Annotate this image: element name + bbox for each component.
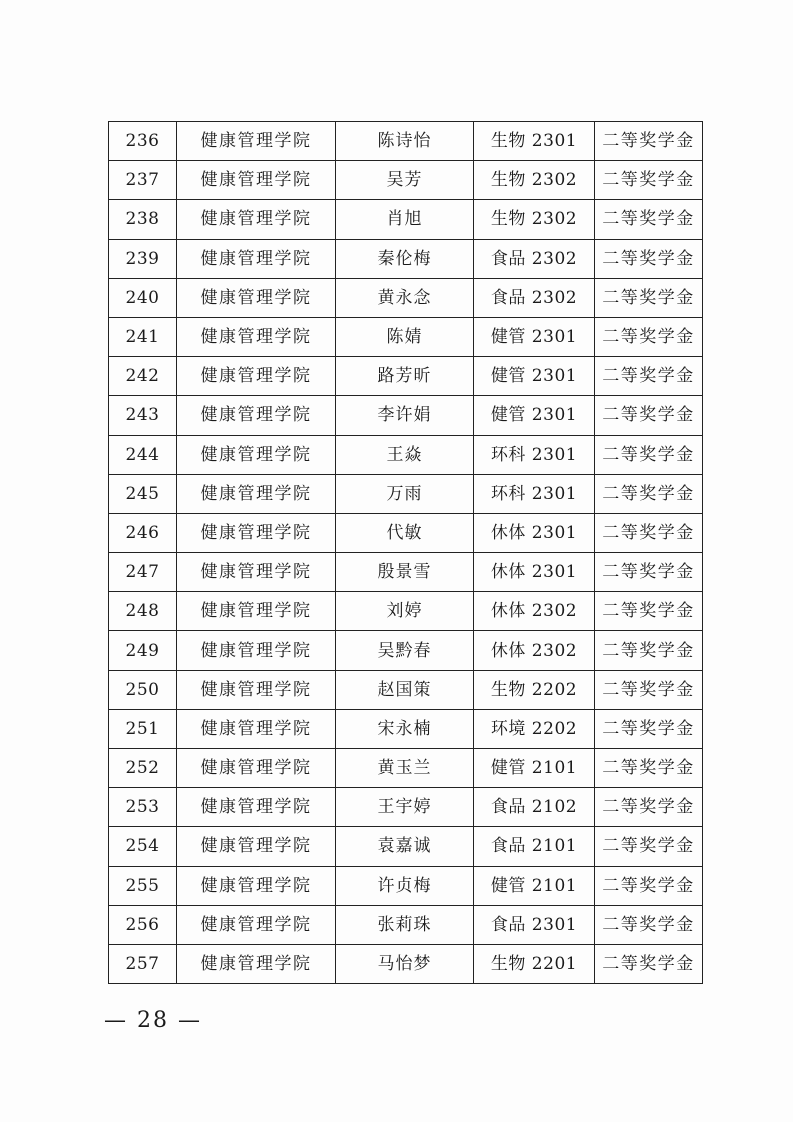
cell-award: 二等奖学金 (595, 944, 703, 983)
cell-number: 244 (109, 435, 177, 474)
cell-class: 食品 2302 (474, 239, 595, 278)
cell-class: 生物 2202 (474, 670, 595, 709)
cell-student-name: 刘婷 (336, 592, 474, 631)
scholarship-table (108, 121, 703, 984)
cell-award: 二等奖学金 (595, 396, 703, 435)
cell-college: 健康管理学院 (177, 709, 336, 748)
cell-college: 健康管理学院 (177, 631, 336, 670)
table-row (109, 396, 703, 435)
scholarship-table-body (109, 122, 703, 984)
cell-college: 健康管理学院 (177, 357, 336, 396)
cell-student-name: 赵国策 (336, 670, 474, 709)
cell-class: 食品 2101 (474, 827, 595, 866)
cell-college: 健康管理学院 (177, 317, 336, 356)
cell-class: 生物 2302 (474, 200, 595, 239)
cell-college: 健康管理学院 (177, 592, 336, 631)
cell-student-name: 许贞梅 (336, 866, 474, 905)
cell-award: 二等奖学金 (595, 709, 703, 748)
cell-college: 健康管理学院 (177, 788, 336, 827)
cell-college: 健康管理学院 (177, 239, 336, 278)
cell-class: 休体 2301 (474, 513, 595, 552)
cell-number: 256 (109, 905, 177, 944)
cell-number: 250 (109, 670, 177, 709)
cell-class: 健管 2301 (474, 357, 595, 396)
cell-class: 健管 2301 (474, 396, 595, 435)
cell-college: 健康管理学院 (177, 200, 336, 239)
cell-number: 238 (109, 200, 177, 239)
table-row (109, 357, 703, 396)
table-row (109, 161, 703, 200)
cell-class: 生物 2302 (474, 161, 595, 200)
cell-award: 二等奖学金 (595, 513, 703, 552)
cell-number: 241 (109, 317, 177, 356)
cell-student-name: 黄玉兰 (336, 749, 474, 788)
cell-number: 255 (109, 866, 177, 905)
cell-student-name: 李许娟 (336, 396, 474, 435)
cell-college: 健康管理学院 (177, 435, 336, 474)
cell-award: 二等奖学金 (595, 827, 703, 866)
cell-number: 252 (109, 749, 177, 788)
table-row (109, 749, 703, 788)
cell-class: 休体 2301 (474, 553, 595, 592)
table-row (109, 200, 703, 239)
table-row (109, 631, 703, 670)
cell-student-name: 万雨 (336, 474, 474, 513)
cell-student-name: 路芳昕 (336, 357, 474, 396)
cell-award: 二等奖学金 (595, 749, 703, 788)
cell-award: 二等奖学金 (595, 788, 703, 827)
cell-class: 休体 2302 (474, 631, 595, 670)
table-row (109, 592, 703, 631)
cell-student-name: 袁嘉诚 (336, 827, 474, 866)
cell-award: 二等奖学金 (595, 435, 703, 474)
cell-number: 248 (109, 592, 177, 631)
cell-class: 食品 2302 (474, 278, 595, 317)
cell-award: 二等奖学金 (595, 905, 703, 944)
cell-college: 健康管理学院 (177, 396, 336, 435)
cell-award: 二等奖学金 (595, 553, 703, 592)
table-row (109, 474, 703, 513)
table-row (109, 513, 703, 552)
cell-number: 239 (109, 239, 177, 278)
cell-award: 二等奖学金 (595, 200, 703, 239)
table-row (109, 122, 703, 161)
cell-college: 健康管理学院 (177, 122, 336, 161)
cell-student-name: 殷景雪 (336, 553, 474, 592)
cell-class: 健管 2101 (474, 749, 595, 788)
cell-class: 生物 2301 (474, 122, 595, 161)
cell-student-name: 张莉珠 (336, 905, 474, 944)
cell-college: 健康管理学院 (177, 905, 336, 944)
cell-college: 健康管理学院 (177, 161, 336, 200)
cell-number: 246 (109, 513, 177, 552)
cell-number: 257 (109, 944, 177, 983)
cell-student-name: 王宇婷 (336, 788, 474, 827)
page-number: — 28 — (104, 1008, 202, 1033)
cell-student-name: 吴黔春 (336, 631, 474, 670)
cell-class: 食品 2102 (474, 788, 595, 827)
cell-number: 240 (109, 278, 177, 317)
cell-award: 二等奖学金 (595, 161, 703, 200)
cell-number: 249 (109, 631, 177, 670)
cell-student-name: 宋永楠 (336, 709, 474, 748)
cell-student-name: 马怡梦 (336, 944, 474, 983)
cell-number: 243 (109, 396, 177, 435)
table-row (109, 278, 703, 317)
cell-student-name: 肖旭 (336, 200, 474, 239)
cell-class: 生物 2201 (474, 944, 595, 983)
cell-class: 环科 2301 (474, 474, 595, 513)
cell-class: 环科 2301 (474, 435, 595, 474)
cell-award: 二等奖学金 (595, 357, 703, 396)
cell-student-name: 陈婧 (336, 317, 474, 356)
table-row (109, 944, 703, 983)
cell-number: 245 (109, 474, 177, 513)
cell-student-name: 秦伦梅 (336, 239, 474, 278)
cell-college: 健康管理学院 (177, 474, 336, 513)
cell-number: 251 (109, 709, 177, 748)
table-row (109, 670, 703, 709)
table-row (109, 866, 703, 905)
cell-award: 二等奖学金 (595, 239, 703, 278)
cell-award: 二等奖学金 (595, 592, 703, 631)
cell-college: 健康管理学院 (177, 827, 336, 866)
table-row (109, 435, 703, 474)
table-row (109, 905, 703, 944)
table-row (109, 709, 703, 748)
table-row (109, 239, 703, 278)
cell-award: 二等奖学金 (595, 317, 703, 356)
cell-award: 二等奖学金 (595, 474, 703, 513)
cell-college: 健康管理学院 (177, 513, 336, 552)
cell-award: 二等奖学金 (595, 278, 703, 317)
cell-student-name: 王焱 (336, 435, 474, 474)
cell-award: 二等奖学金 (595, 670, 703, 709)
cell-student-name: 黄永念 (336, 278, 474, 317)
cell-college: 健康管理学院 (177, 944, 336, 983)
cell-student-name: 代敏 (336, 513, 474, 552)
cell-college: 健康管理学院 (177, 670, 336, 709)
table-row (109, 317, 703, 356)
cell-number: 254 (109, 827, 177, 866)
cell-college: 健康管理学院 (177, 749, 336, 788)
cell-class: 休体 2302 (474, 592, 595, 631)
cell-student-name: 吴芳 (336, 161, 474, 200)
cell-class: 健管 2101 (474, 866, 595, 905)
cell-class: 环境 2202 (474, 709, 595, 748)
cell-number: 253 (109, 788, 177, 827)
cell-award: 二等奖学金 (595, 631, 703, 670)
table-row (109, 553, 703, 592)
cell-class: 食品 2301 (474, 905, 595, 944)
cell-number: 247 (109, 553, 177, 592)
cell-college: 健康管理学院 (177, 553, 336, 592)
cell-number: 242 (109, 357, 177, 396)
cell-student-name: 陈诗怡 (336, 122, 474, 161)
cell-college: 健康管理学院 (177, 278, 336, 317)
table-row (109, 827, 703, 866)
cell-award: 二等奖学金 (595, 866, 703, 905)
cell-class: 健管 2301 (474, 317, 595, 356)
cell-award: 二等奖学金 (595, 122, 703, 161)
table-row (109, 788, 703, 827)
cell-number: 237 (109, 161, 177, 200)
cell-college: 健康管理学院 (177, 866, 336, 905)
cell-number: 236 (109, 122, 177, 161)
